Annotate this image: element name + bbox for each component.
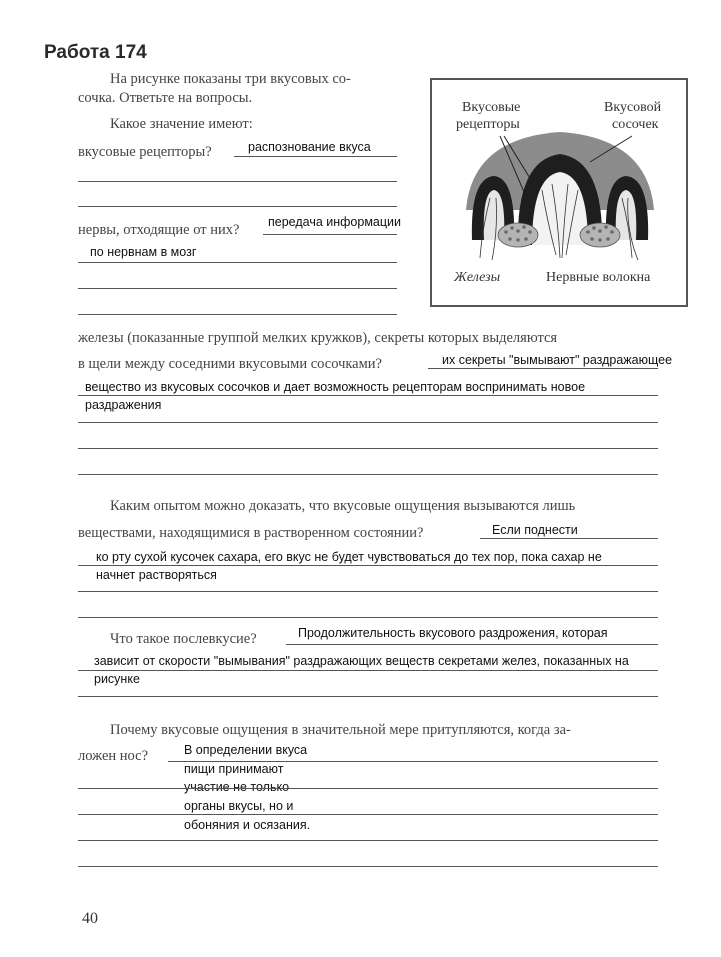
intro-line-2: сочка. Ответьте на вопросы. xyxy=(78,90,253,106)
q3-answer-2: зависит от скорости "вымывания" раздражающих веществ секретами желез, показанных на xyxy=(94,654,629,668)
q1-glands-answer-2: вещество из вкусовых сосочков и дает возможность рецепторам воспринимать новое xyxy=(85,380,586,394)
q3-prompt: Что такое послевкусие? xyxy=(110,631,257,647)
q1-glands-answer-1: их секреты "вымывают" раздражающее xyxy=(442,353,673,367)
q1-nerves-answer-1: передача информации xyxy=(268,215,402,229)
q1-glands-prompt-2: в щели между соседними вкусовыми сосочками? xyxy=(78,356,382,372)
q3-answer-3: рисунке xyxy=(94,672,140,686)
q2-answer-1: Если поднести xyxy=(492,523,578,537)
q1-glands-answer-3: раздражения xyxy=(85,398,162,412)
q2-prompt-2: веществами, находящимися в растворенном состоянии? xyxy=(78,525,424,541)
q1-heading: Какое значение имеют: xyxy=(110,116,253,132)
q2-answer-2: ко рту сухой кусочек сахара, его вкус не будет чувствоваться до тех пор, пока сахар не xyxy=(96,550,602,564)
q1-nerves-prompt: нервы, отходящие от них? xyxy=(78,222,240,238)
q2-answer-3: начнет растворяться xyxy=(96,568,217,582)
page-number: 40 xyxy=(82,910,98,927)
q4-answer-1: В определении вкуса xyxy=(184,743,308,757)
q4-answer-4: органы вкусы, но и xyxy=(184,799,294,813)
q4-answer-5: обоняния и осязания. xyxy=(184,818,311,832)
q4-answer-3: участие не только xyxy=(184,780,290,794)
q3-answer-1: Продолжительность вкусового раздрожения, которая xyxy=(298,626,608,640)
q4-prompt-1: Почему вкусовые ощущения в значительной мере притупляются, когда за- xyxy=(110,722,571,738)
q1-glands-prompt-1: железы (показанные группой мелких кружков), секреты которых выделяются xyxy=(78,330,558,346)
intro-line-1: На рисунке показаны три вкусовых со- xyxy=(110,71,351,87)
label-receptors-1: Вкусовые xyxy=(462,100,521,115)
q4-prompt-2: ложен нос? xyxy=(78,748,149,764)
label-papilla-2: сосочек xyxy=(612,117,659,132)
q1-nerves-answer-2: по нервнам в мозг xyxy=(90,245,197,259)
label-nerve-fibers: Нервные волокна xyxy=(546,270,651,285)
page-title: Работа 174 xyxy=(44,42,147,63)
label-receptors-2: рецепторы xyxy=(456,117,520,132)
label-papilla-1: Вкусовой xyxy=(604,100,662,115)
q2-prompt-1: Каким опытом можно доказать, что вкусовые ощущения вызываются лишь xyxy=(110,498,576,514)
q1-receptors-prompt: вкусовые рецепторы? xyxy=(78,144,212,160)
q4-answer-2: пищи принимают xyxy=(184,762,284,776)
taste-papillae-figure xyxy=(430,78,688,307)
label-glands: Железы xyxy=(454,270,501,285)
q1-receptors-answer: распознование вкуса xyxy=(248,140,371,154)
